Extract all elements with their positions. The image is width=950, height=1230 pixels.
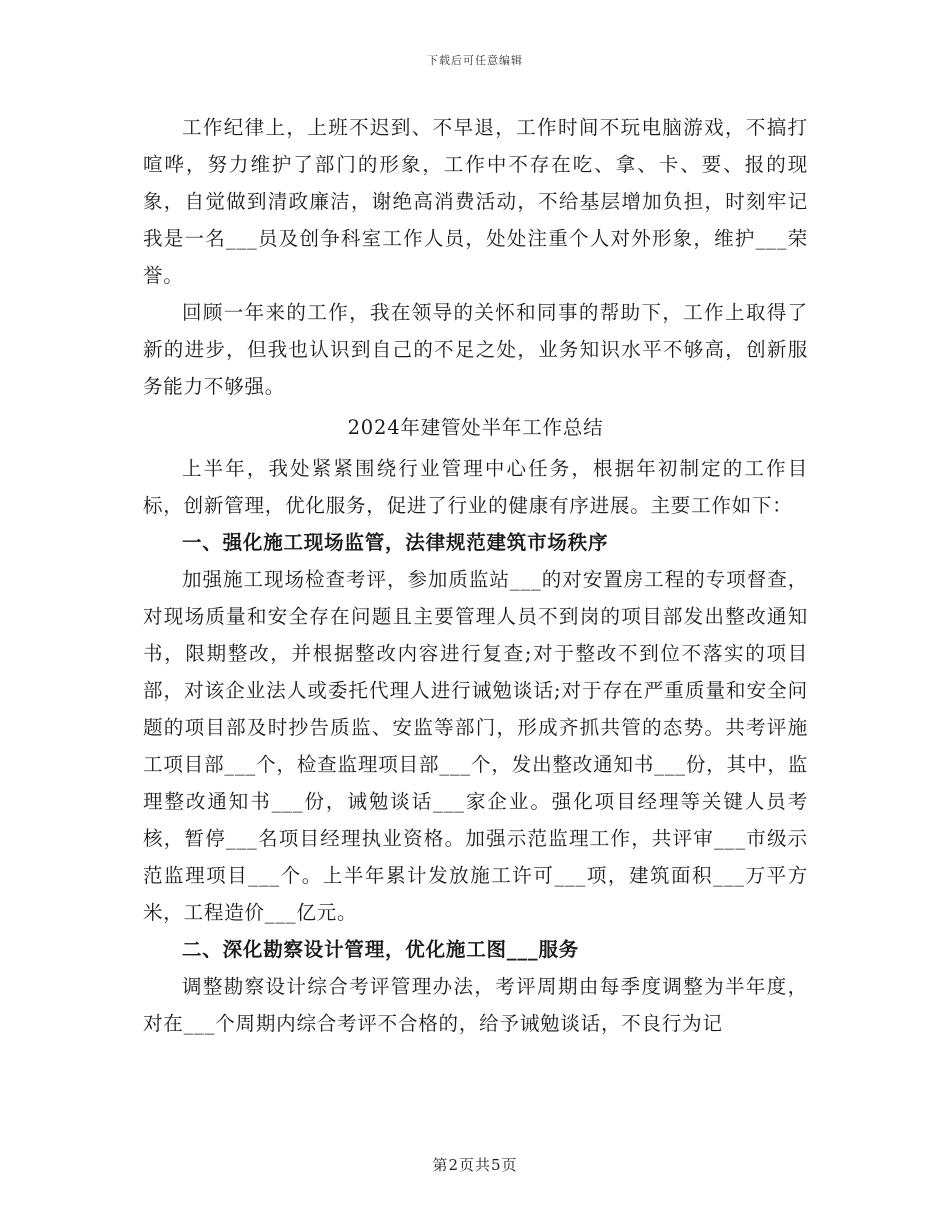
paragraph-work-discipline: 工作纪律上，上班不迟到、不早退，工作时间不玩电脑游戏，不搞打喧哗，努力维护了部门的形象，工作中不存在吃、拿、卡、要、报的现象，自觉做到清政廉洁，谢绝高消费活动，不给基层增加负担，时刻牢记我是一名___员及创争科室工作人员，处处注重个人对外形象，维护___荣誉。: [143, 116, 809, 287]
document-title: 2024年建管处半年工作总结: [347, 416, 604, 439]
document-body: [143, 109, 808, 1042]
section-heading-1: 一、强化施工现场监管，法律规范建筑市场秩序: [182, 531, 609, 554]
paragraph-intro: 上半年，我处紧紧围绕行业管理中心任务，根据年初制定的工作目标，创新管理，优化服务，促进了行业的健康有序进展。主要工作如下：: [143, 457, 808, 517]
page-header: 下载后可任意编辑: [427, 54, 523, 67]
paragraph-review: 回顾一年来的工作，我在领导的关怀和同事的帮助下，工作上取得了新的进步，但我也认识到自己的不足之处，业务知识水平不够高，创新服务能力不够强。: [143, 301, 808, 398]
paragraph-site-inspection: 加强施工现场检查考评，参加质监站___的对安置房工程的专项督查，对现场质量和安全存在问题且主要管理人员不到岗的项目部发出整改通知书，限期整改，并根据整改内容进行复查;对于整改不到位不落实的项目部，对该企业法人或委托代理人进行诫勉谈话;对于存在严重质量和安全问题的项目部及时抄告质监、安监等部门，形成齐抓共管的态势。共考评施工项目部___个，检查监理项目部___个，发出整改通知书___份，其中，监理整改通知书___份，诫勉谈话___家企业。强化项目经理等关键人员考核，暂停___名项目经理执业资格。加强示范监理工作，共评审___市级示范监理项目___个。上半年累计发放施工许可___项，建筑面积___万平方米，工程造价___亿元。: [143, 568, 808, 924]
page-number: 第2页共5页: [432, 1156, 518, 1174]
paragraph-survey-design: 调整勘察设计综合考评管理办法，考评周期由每季度调整为半年度，对在___个周期内综合考评不合格的，给予诫勉谈话，不良行为记: [143, 975, 808, 1035]
section-heading-2: 二、深化勘察设计管理，优化施工图___服务: [182, 938, 580, 961]
